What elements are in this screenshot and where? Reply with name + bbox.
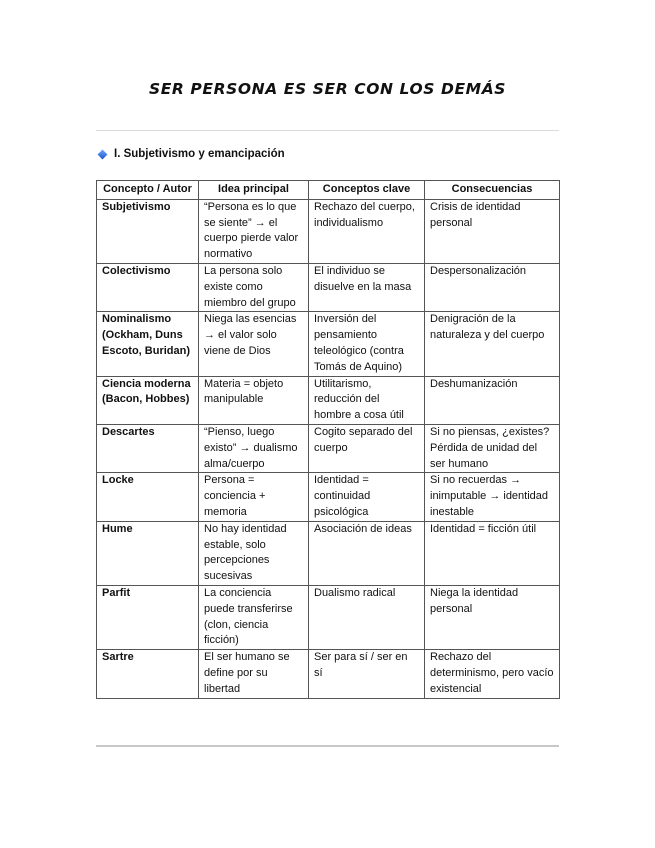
cell-concept: Ciencia moderna (Bacon, Hobbes) bbox=[97, 376, 199, 424]
table-row bbox=[97, 585, 560, 649]
table-row bbox=[97, 263, 560, 311]
header-concept: Concepto / Autor bbox=[97, 181, 199, 200]
table-row bbox=[97, 521, 560, 585]
cell-keys: El individuo se disuelve en la masa bbox=[309, 263, 425, 311]
cell-idea: “Pienso, luego existo” → dualismo alma/cuerpo bbox=[199, 424, 309, 472]
cell-idea: No hay identidad estable, solo percepciones sucesivas bbox=[199, 521, 309, 585]
cell-consequences: Niega la identidad personal bbox=[425, 585, 560, 649]
cell-consequences: Identidad = ficción útil bbox=[425, 521, 560, 585]
cell-keys: Utilitarismo, reducción del hombre a cosa útil bbox=[309, 376, 425, 424]
cell-concept: Colectivismo bbox=[97, 263, 199, 311]
table-row bbox=[97, 376, 560, 424]
cell-idea: La persona solo existe como miembro del grupo bbox=[199, 263, 309, 311]
cell-concept: Nominalismo (Ockham, Duns Escoto, Buridan) bbox=[97, 312, 199, 376]
section-heading bbox=[97, 148, 285, 160]
cell-consequences: Rechazo del determinismo, pero vacío existencial bbox=[425, 650, 560, 698]
cell-keys: Cogito separado del cuerpo bbox=[309, 424, 425, 472]
cell-idea: Niega las esencias → el valor solo viene de Dios bbox=[199, 312, 309, 376]
header-idea: Idea principal bbox=[199, 181, 309, 200]
cell-keys: Dualismo radical bbox=[309, 585, 425, 649]
table-row bbox=[97, 424, 560, 472]
cell-concept: Sartre bbox=[97, 650, 199, 698]
top-divider bbox=[96, 130, 559, 131]
cell-keys: Identidad = continuidad psicológica bbox=[309, 473, 425, 521]
document-title: SER PERSONA ES SER CON LOS DEMÁS bbox=[148, 80, 507, 98]
cell-idea: El ser humano se define por su libertad bbox=[199, 650, 309, 698]
table-header-row bbox=[97, 181, 560, 200]
cell-consequences: Deshumanización bbox=[425, 376, 560, 424]
cell-concept: Locke bbox=[97, 473, 199, 521]
cell-idea: La conciencia puede transferirse (clon, ciencia ficción) bbox=[199, 585, 309, 649]
bottom-divider bbox=[96, 745, 559, 747]
cell-consequences: Despersonalización bbox=[425, 263, 560, 311]
cell-keys: Asociación de ideas bbox=[309, 521, 425, 585]
cell-concept: Subjetivismo bbox=[97, 199, 199, 263]
cell-idea: “Persona es lo que se siente” → el cuerpo pierde valor normativo bbox=[199, 199, 309, 263]
table-row bbox=[97, 199, 560, 263]
cell-consequences: Si no piensas, ¿existes? Pérdida de unidad del ser humano bbox=[425, 424, 560, 472]
cell-consequences: Crisis de identidad personal bbox=[425, 199, 560, 263]
cell-concept: Hume bbox=[97, 521, 199, 585]
cell-keys: Inversión del pensamiento teleológico (contra Tomás de Aquino) bbox=[309, 312, 425, 376]
cell-idea: Persona = conciencia + memoria bbox=[199, 473, 309, 521]
table-row bbox=[97, 473, 560, 521]
cell-keys: Ser para sí / ser en sí bbox=[309, 650, 425, 698]
table-row bbox=[97, 312, 560, 376]
cell-concept: Parfit bbox=[97, 585, 199, 649]
cell-keys: Rechazo del cuerpo, individualismo bbox=[309, 199, 425, 263]
cell-consequences: Denigración de la naturaleza y del cuerpo bbox=[425, 312, 560, 376]
concepts-table bbox=[96, 180, 560, 699]
table-row bbox=[97, 650, 560, 698]
header-consequences: Consecuencias bbox=[425, 181, 560, 200]
header-keys: Conceptos clave bbox=[309, 181, 425, 200]
section-heading-text: I. Subjetivismo y emancipación bbox=[114, 148, 285, 160]
cell-idea: Materia = objeto manipulable bbox=[199, 376, 309, 424]
blue-diamond-icon bbox=[98, 149, 108, 159]
cell-concept: Descartes bbox=[97, 424, 199, 472]
cell-consequences: Si no recuerdas → inimputable → identidad inestable bbox=[425, 473, 560, 521]
